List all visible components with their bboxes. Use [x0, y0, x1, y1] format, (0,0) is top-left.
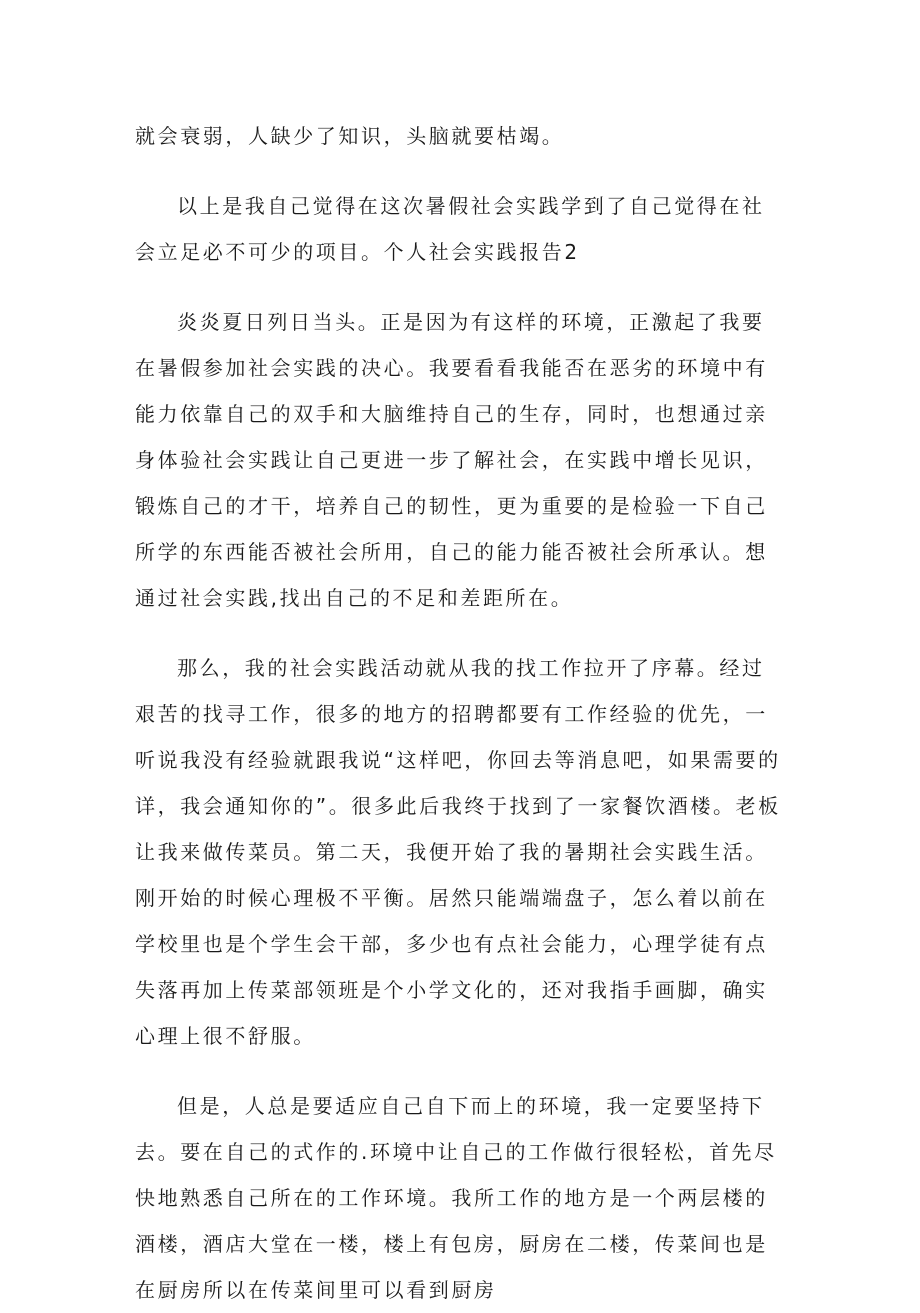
- paragraph-2: 以上是我自己觉得在这次暑假社会实践学到了自己觉得在社会立足必不可少的项目。个人社会实践报告2: [135, 194, 765, 264]
- document-body: [135, 113, 785, 1313]
- paragraph-3: 炎炎夏日列日当头。正是因为有这样的环境，正激起了我要在暑假参加社会实践的决心。我要看看我能否在恶劣的环境中有能力依靠自己的双手和大脑维持自己的生存，同时，也想通过亲身体验社会实践让自己更进一步了解社会，在实践中增长见识，锻炼自己的才干，培养自己的韧性，更为重要的是检验一下自己所学的东西能否被社会所用，自己的能力能否被社会所承认。想通过社会实践,找出自己的不足和差距所在。: [135, 310, 768, 610]
- paragraph-4: 那么，我的社会实践活动就从我的找工作拉开了序幕。经过艰苦的找寻工作，很多的地方的招聘都要有工作经验的优先，一听说我没有经验就跟我说“这样吧，你回去等消息吧，如果需要的详，我会通知你的”。很多此后我终于找到了一家餐饮酒楼。老板让我来做传菜员。第二天，我便开始了我的暑期社会实践生活。刚开始的时候心理极不平衡。居然只能端端盘子，怎么着以前在学校里也是个学生会干部，多少也有点社会能力，心理学徒有点失落再加上传菜部领班是个小学文化的，还对我指手画脚，确实心理上很不舒服。: [135, 656, 781, 1048]
- paragraph-1: 就会衰弱，人缺少了知识，头脑就要枯竭。: [135, 124, 565, 148]
- paragraph-5: 但是，人总是要适应自己自下而上的环境，我一定要坚持下去。要在自己的式作的.环境中让自己的工作做行很轻松，首先尽快地熟悉自己所在的工作环境。我所工作的地方是一个两层楼的酒楼，酒店大堂在一楼，楼上有包房，厨房在二楼，传菜间也是在厨房所以在传菜间里可以看到厨房: [135, 1094, 777, 1302]
